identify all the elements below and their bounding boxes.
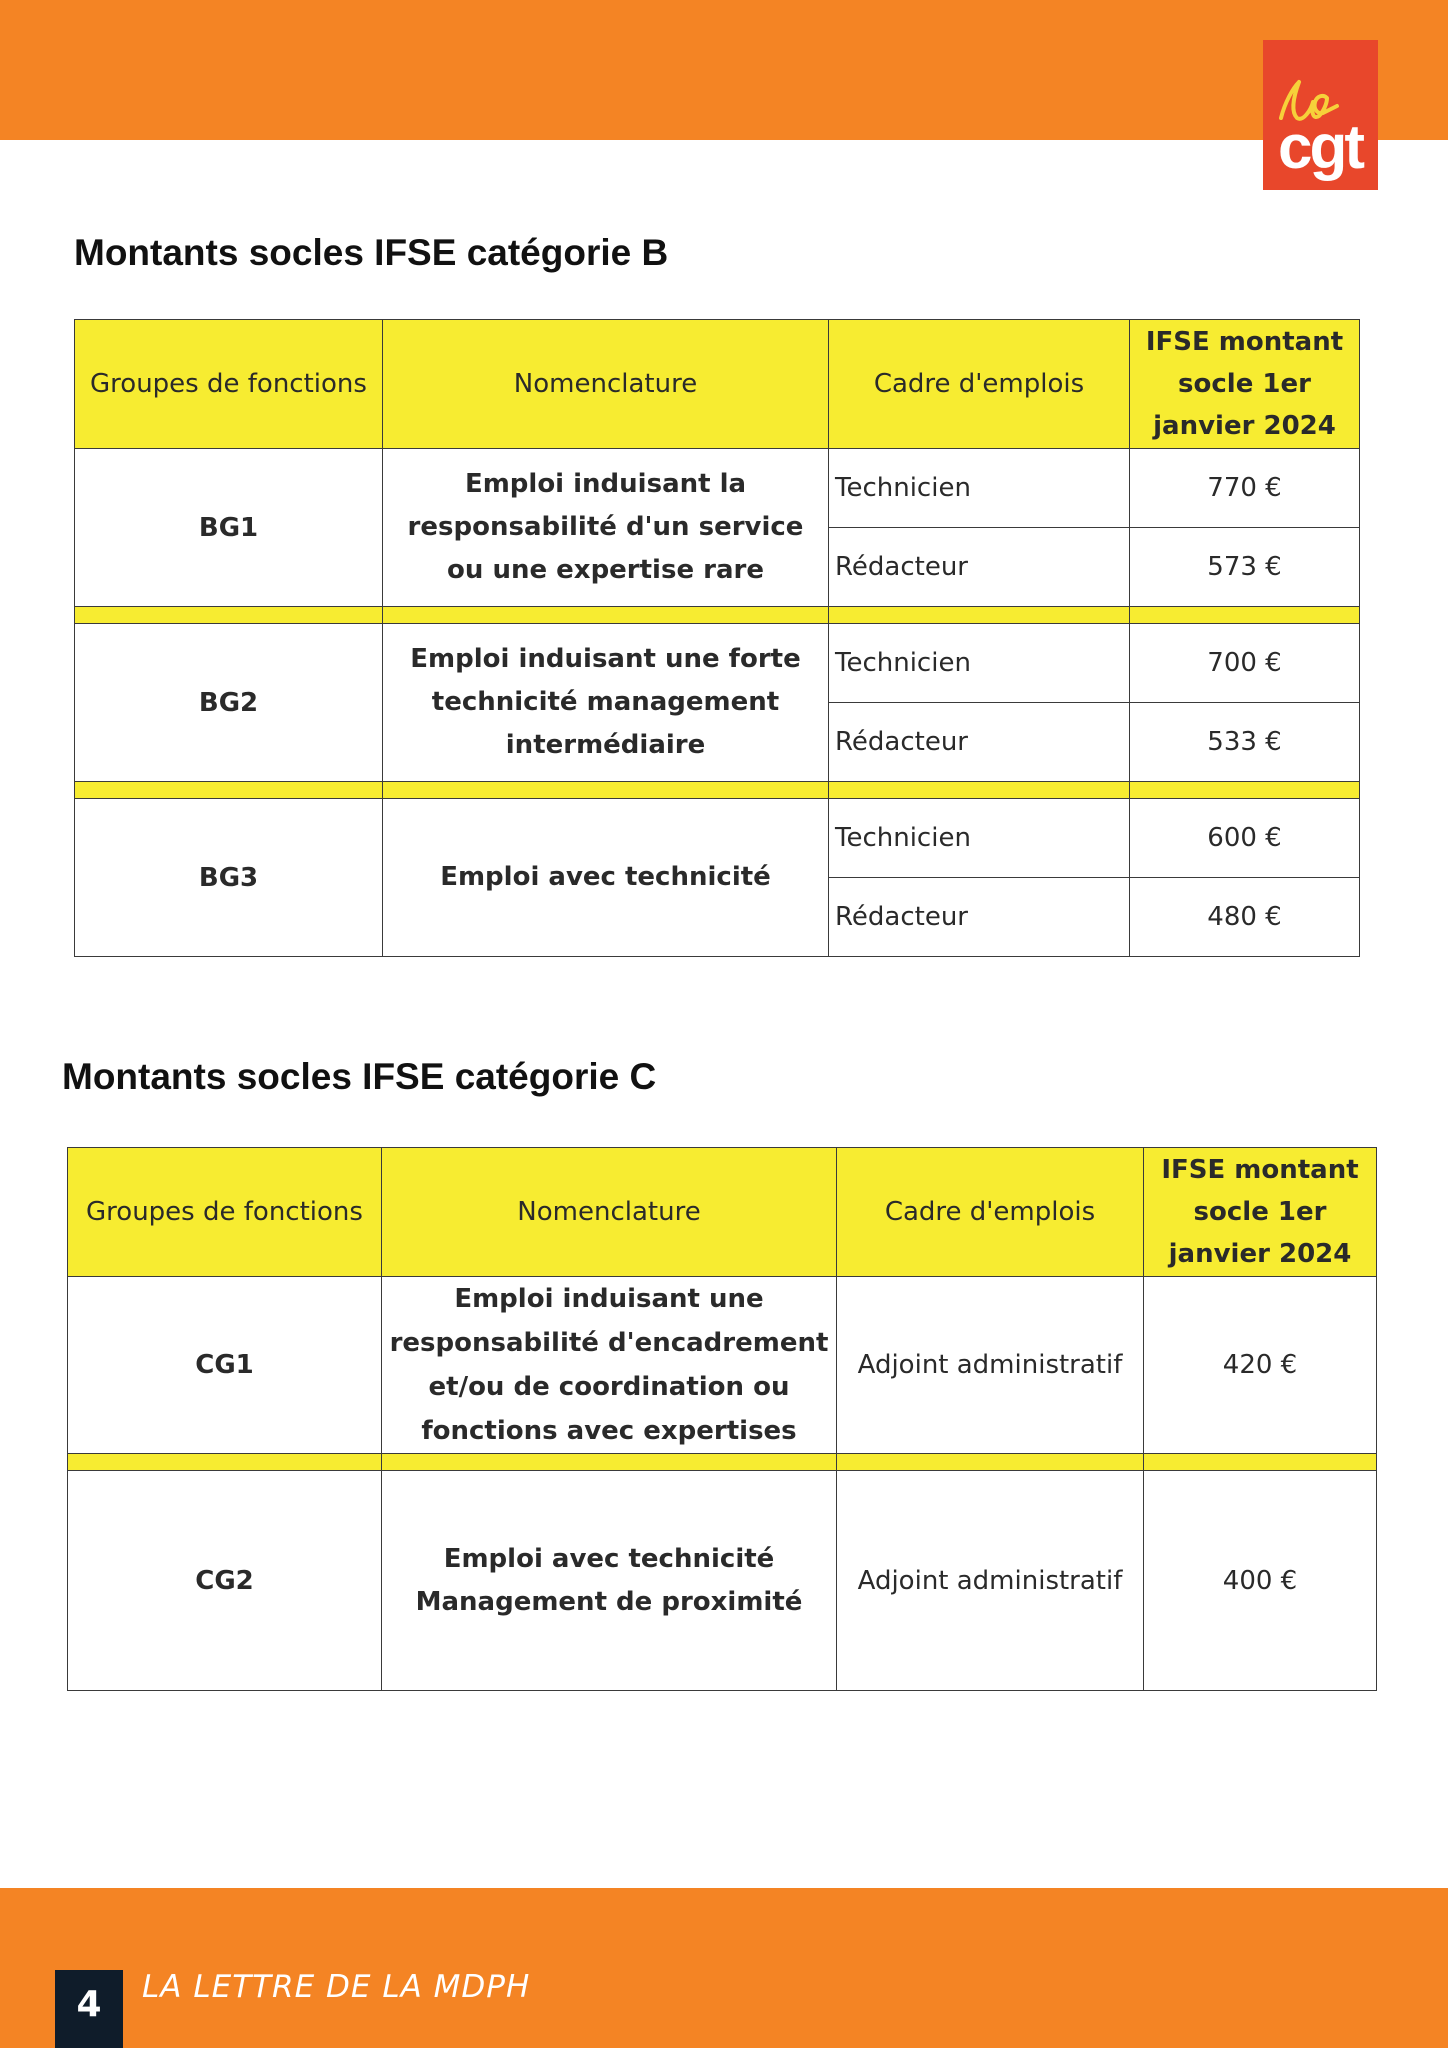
nomenclature-line: Emploi avec technicité bbox=[443, 1543, 775, 1574]
nomenclature: Emploi avec technicité bbox=[383, 799, 829, 957]
separator-row bbox=[68, 1454, 1377, 1471]
cadre-emplois: Rédacteur bbox=[829, 703, 1130, 782]
table-header-row bbox=[68, 1148, 1377, 1277]
amount: 480 € bbox=[1130, 878, 1360, 957]
table-header-row bbox=[75, 320, 1360, 449]
header-band bbox=[0, 0, 1448, 140]
amount: 533 € bbox=[1130, 703, 1360, 782]
cadre-emplois: Adjoint administratif bbox=[837, 1471, 1144, 1691]
table-row bbox=[68, 1277, 1377, 1454]
cgt-logo-icon bbox=[1263, 40, 1378, 190]
header-nomenclature: Nomenclature bbox=[383, 320, 829, 449]
amount: 573 € bbox=[1130, 528, 1360, 607]
section-title-c: Montants socles IFSE catégorie C bbox=[62, 1056, 657, 1097]
header-nomenclature: Nomenclature bbox=[382, 1148, 837, 1277]
amount: 700 € bbox=[1130, 624, 1360, 703]
amount: 600 € bbox=[1130, 799, 1360, 878]
table-row bbox=[75, 624, 1360, 703]
group-code: CG1 bbox=[68, 1277, 382, 1454]
cadre-emplois: Rédacteur bbox=[829, 528, 1130, 607]
separator-row bbox=[75, 607, 1360, 624]
footer-band bbox=[0, 1888, 1448, 2048]
ifse-table-category-b bbox=[74, 319, 1360, 957]
cadre-emplois: Technicien bbox=[829, 449, 1130, 528]
header-groupes: Groupes de fonctions bbox=[75, 320, 383, 449]
group-code: CG2 bbox=[68, 1471, 382, 1691]
nomenclature: Emploi induisant une responsabilité d'encadrement et/ou de coordination ou fonctions avec expertises bbox=[382, 1277, 837, 1454]
table-row bbox=[75, 799, 1360, 878]
header-amount: IFSE montant socle 1er janvier 2024 bbox=[1144, 1148, 1377, 1277]
cadre-emplois: Rédacteur bbox=[829, 878, 1130, 957]
cgt-logo bbox=[1263, 40, 1378, 190]
amount: 770 € bbox=[1130, 449, 1360, 528]
ifse-table-category-c bbox=[67, 1147, 1377, 1691]
cadre-emplois: Technicien bbox=[829, 799, 1130, 878]
cadre-emplois: Technicien bbox=[829, 624, 1130, 703]
footer-title: LA LETTRE DE LA MDPH bbox=[142, 1969, 531, 2005]
separator-row bbox=[75, 782, 1360, 799]
section-title-b: Montants socles IFSE catégorie B bbox=[74, 232, 669, 273]
amount: 400 € bbox=[1144, 1471, 1377, 1691]
amount: 420 € bbox=[1144, 1277, 1377, 1454]
cadre-emplois: Adjoint administratif bbox=[837, 1277, 1144, 1454]
header-cadre: Cadre d'emplois bbox=[837, 1148, 1144, 1277]
nomenclature: Emploi induisant une forte technicité management intermédiaire bbox=[383, 624, 829, 782]
group-code: BG3 bbox=[75, 799, 383, 957]
group-code: BG1 bbox=[75, 449, 383, 607]
header-groupes: Groupes de fonctions bbox=[68, 1148, 382, 1277]
table-row bbox=[68, 1471, 1377, 1691]
nomenclature-line: Management de proximité bbox=[415, 1586, 803, 1617]
header-amount: IFSE montant socle 1er janvier 2024 bbox=[1130, 320, 1360, 449]
header-cadre: Cadre d'emplois bbox=[829, 320, 1130, 449]
table-row bbox=[75, 449, 1360, 528]
svg-text:cgt: cgt bbox=[1278, 113, 1362, 182]
page-number: 4 bbox=[55, 1970, 123, 2048]
group-code: BG2 bbox=[75, 624, 383, 782]
nomenclature: Emploi induisant la responsabilité d'un service ou une expertise rare bbox=[383, 449, 829, 607]
nomenclature bbox=[382, 1471, 837, 1691]
